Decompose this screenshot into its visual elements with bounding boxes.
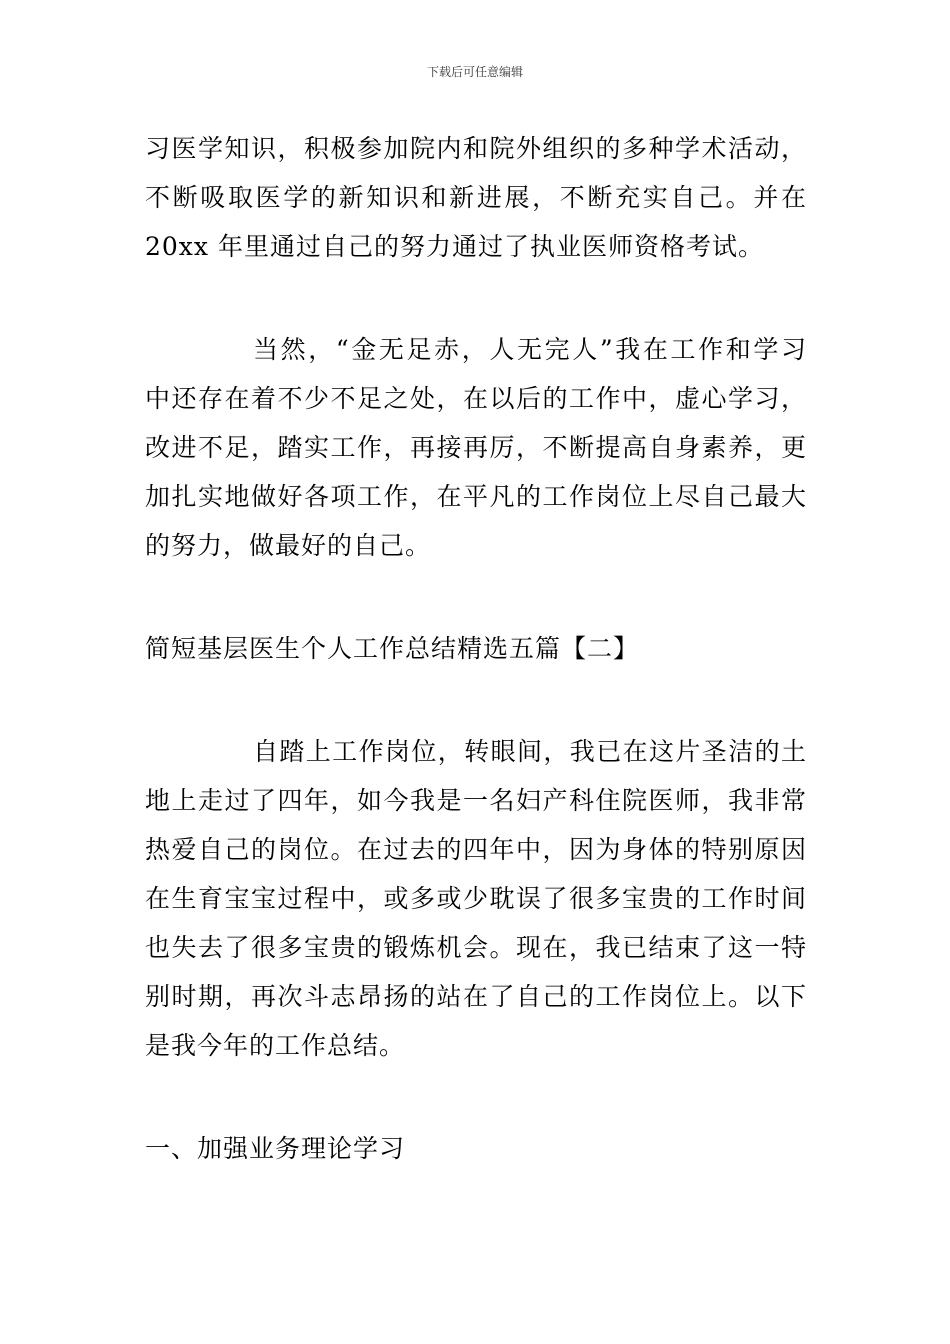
section-heading — [145, 624, 807, 673]
text-line: 的努力，做最好的自己。 — [145, 531, 432, 560]
subsection-heading — [145, 1124, 807, 1173]
subsection-title: 一、加强业务理论学习 — [145, 1134, 406, 1163]
text-line: 热爱自己的岗位。在过去的四年中，因为身体的特别原因 — [145, 835, 807, 864]
text-line: 自踏上工作岗位，转眼间，我已在这片圣洁的土 — [253, 737, 807, 766]
paragraph-3 — [145, 727, 807, 1070]
text-line: 不断吸取医学的新知识和新进展，不断充实自己。并在 — [145, 183, 807, 212]
text-line: 加扎实地做好各项工作，在平凡的工作岗位上尽自己最大 — [145, 482, 807, 511]
text-line: 中还存在着不少不足之处，在以后的工作中，虚心学习， — [145, 384, 807, 413]
page-header: 下载后可任意编辑 — [426, 65, 523, 79]
text-line: 20xx 年里通过自己的努力通过了执业医师资格考试。 — [145, 232, 764, 261]
section-title: 简短基层医生个人工作总结精选五篇【二】 — [145, 634, 640, 663]
document-body — [145, 124, 807, 1173]
text-line: 在生育宝宝过程中，或多或少耽误了很多宝贵的工作时间 — [145, 884, 807, 913]
paragraph-2 — [145, 325, 807, 570]
text-line: 是我今年的工作总结。 — [145, 1031, 406, 1060]
text-line: 别时期，再次斗志昂扬的站在了自己的工作岗位上。以下 — [145, 982, 807, 1011]
text-line: 当然，“金无足赤，人无完人”我在工作和学习 — [253, 335, 807, 364]
paragraph-1 — [145, 124, 807, 271]
text-line: 地上走过了四年，如今我是一名妇产科住院医师，我非常 — [145, 786, 807, 815]
text-line: 习医学知识，积极参加院内和院外组织的多种学术活动， — [145, 134, 807, 163]
text-line: 改进不足，踏实工作，再接再厉，不断提高自身素养，更 — [145, 433, 807, 462]
text-line: 也失去了很多宝贵的锻炼机会。现在，我已结束了这一特 — [145, 933, 807, 962]
